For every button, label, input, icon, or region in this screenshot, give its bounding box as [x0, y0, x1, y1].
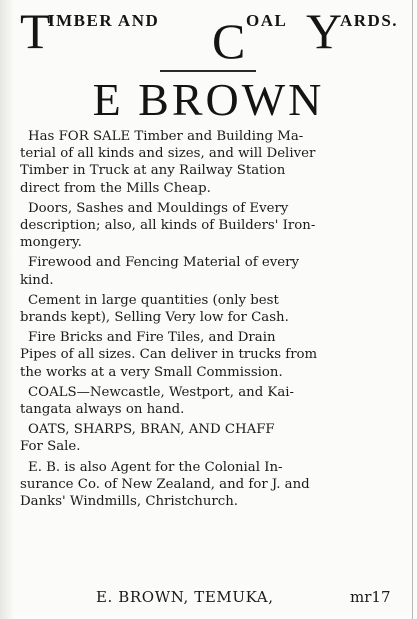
body-line: the works at a very Small Commission.	[20, 364, 283, 380]
body-line: Firewood and Fencing Material of every	[28, 255, 300, 271]
body-line: COALS—Newcastle, Westport, and Kai-	[28, 384, 295, 400]
body-line: Fire Bricks and Fire Tiles, and Drain	[28, 330, 276, 346]
body-line: Danks' Windmills, Christchurch.	[20, 494, 239, 510]
body-line: OATS, SHARPS, BRAN, AND CHAFF	[28, 422, 275, 438]
body-line: brands kept), Selling Very low for Cash.	[20, 310, 289, 326]
body-line: Timber in Truck at any Railway Station	[20, 163, 286, 179]
body-line: Cement in large quantities (only best	[28, 292, 279, 308]
body-line: mongery.	[20, 235, 82, 251]
body-line: surance Co. of New Zealand, and for J. and	[20, 476, 310, 492]
headline-y-cap: Y	[306, 3, 344, 59]
headline-c-cap: C	[212, 13, 247, 69]
body-line: direct from the Mills Cheap.	[20, 180, 211, 196]
headline	[10, 2, 410, 72]
body-line: tangata always on hand.	[20, 402, 185, 418]
body-line: Has FOR SALE Timber and Building Ma-	[28, 129, 304, 144]
body-line: For Sale.	[20, 439, 81, 455]
headline-coal: OAL	[246, 11, 288, 30]
body-line: Doors, Sashes and Mouldings of Every	[28, 200, 289, 216]
headline-divider	[160, 70, 256, 72]
headline-t-cap: T	[20, 3, 52, 59]
advertiser-name: E BROWN	[92, 74, 325, 125]
headline-timber-and: IMBER AND	[48, 11, 160, 30]
insertion-code: mr17	[350, 588, 391, 606]
body-line: E. B. is also Agent for the Colonial In-	[28, 459, 283, 475]
body-line: kind.	[20, 272, 54, 288]
body-line: description; also, all kinds of Builders' Iron-	[20, 218, 316, 234]
body-line: Pipes of all sizes. Can deliver in trucks from	[20, 347, 318, 363]
body-line: terial of all kinds and sizes, and will Deliver	[20, 146, 316, 162]
signoff: E. BROWN, TEMUKA,	[96, 588, 274, 606]
headline-yards: ARDS.	[340, 11, 399, 30]
advertisement-body	[20, 128, 408, 510]
